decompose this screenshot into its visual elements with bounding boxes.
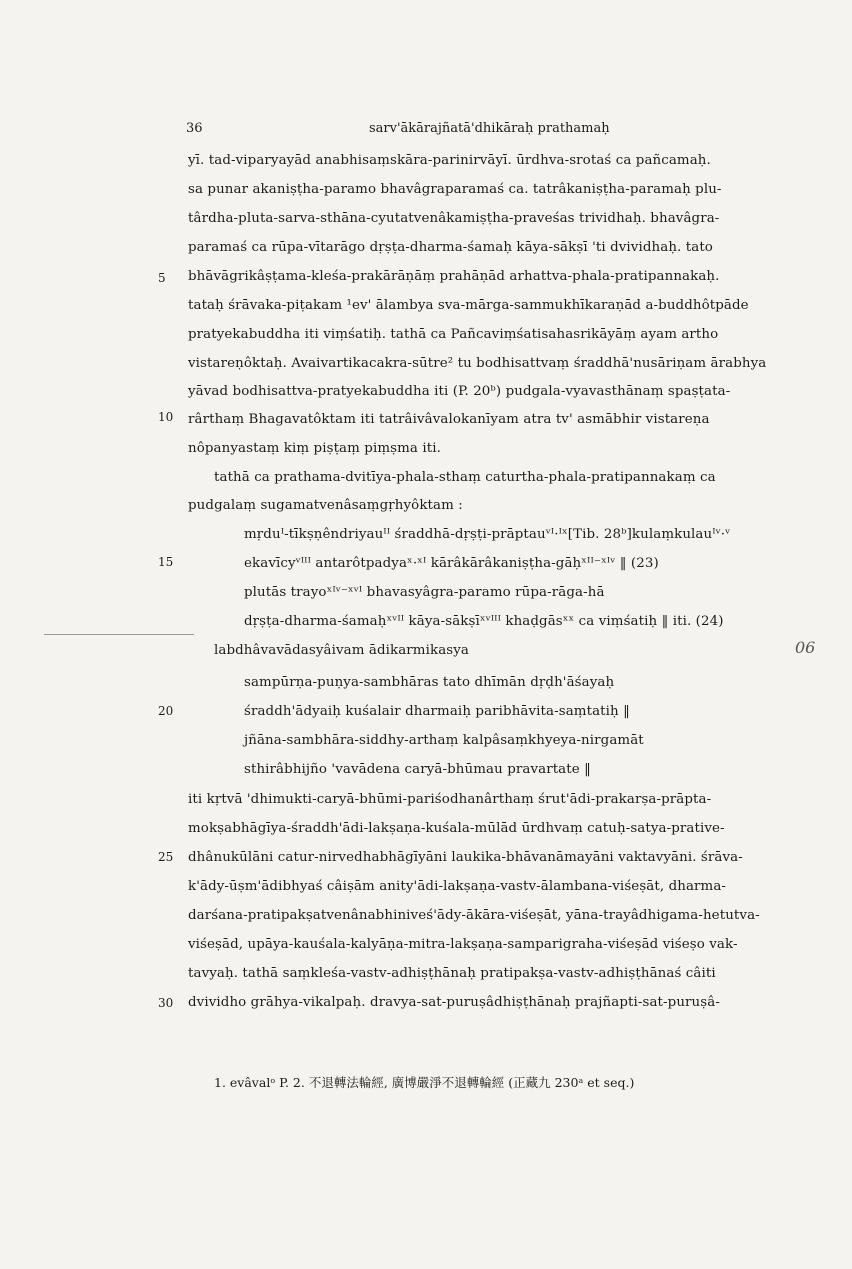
- page-number: 36: [186, 121, 203, 136]
- text-line: k'ādy-ūṣm'ādibhyaś câiṣām anity'ādi-lakṣaṇa-vastv-ālambana-viśeṣāt, dharma-: [188, 879, 727, 894]
- text-line: mokṣabhāgīya-śraddh'ādi-lakṣaṇa-kuśala-mūlād ūrdhvaṃ catuḥ-satya-prative-: [188, 821, 725, 836]
- handwritten-margin-note: 06: [795, 638, 816, 657]
- text-line: iti kṛtvā 'dhimukti-caryā-bhūmi-pariśodhanârthaṃ śrut'ādi-prakarṣa-prāpta-: [188, 792, 712, 807]
- text-line: rârthaṃ Bhagavatôktam iti tatrâivâvalokanīyam atra tv' asmābhir vistareṇa: [188, 412, 710, 427]
- verse-line: śraddh'ādyaiḥ kuśalair dharmaiḥ paribhāvita-saṃtatiḥ ‖: [244, 704, 630, 719]
- running-head: sarv'ākārajñatā'dhikāraḥ prathamaḥ: [369, 121, 610, 136]
- verse-line: sampūrṇa-puṇya-sambhāras tato dhīmān dṛḍh'āśayaḥ: [244, 675, 615, 690]
- text-line: viśeṣād, upāya-kauśala-kalyāṇa-mitra-lakṣaṇa-samparigraha-viśeṣād viśeṣo vak-: [188, 937, 738, 952]
- verse-line: sthirâbhijño 'vavādena caryā-bhūmau pravartate ‖: [244, 762, 591, 777]
- line-number: 30: [158, 996, 174, 1010]
- text-line: tathā ca prathama-dvitīya-phala-sthaṃ caturtha-phala-pratipannakaṃ ca: [214, 470, 716, 485]
- text-line: nôpanyastaṃ kiṃ piṣṭaṃ piṃṣma iti.: [188, 441, 441, 456]
- text-line: tavyaḥ. tathā saṃkleśa-vastv-adhiṣṭhānaḥ pratipakṣa-vastv-adhiṣṭhānaś câiti: [188, 966, 716, 981]
- footnote: 1. evâvalᵒ P. 2. 不退轉法輪經, 廣博嚴淨不退轉輪經 (正藏九 230ᵃ et seq.): [214, 1075, 635, 1090]
- text-line: vistareṇôktaḥ. Avaivartikacakra-sūtre² tu bodhisattvaṃ śraddhā'nusāriṇam ārabhya: [188, 356, 767, 371]
- text-line: yī. tad-viparyayād anabhisaṃskāra-parinirvāyī. ūrdhva-srotaś ca pañcamaḥ.: [188, 153, 711, 168]
- verse-line: ekavīcyᵛᴵᴵᴵ antarôtpadyaˣ·ˣᴵ kārâkārâkaniṣṭha-gāḥˣᴵᴵ⁻ˣᴵᵛ ‖ (23): [244, 556, 659, 571]
- text-line: sa punar akaniṣṭha-paramo bhavâgraparamaś ca. tatrâkaniṣṭha-paramaḥ plu-: [188, 182, 722, 197]
- line-number: 5: [158, 271, 166, 285]
- text-line: târdha-pluta-sarva-sthāna-cyutatvenâkamiṣṭha-praveśas trividhaḥ. bhavâgra-: [188, 211, 720, 226]
- verse-line: mṛduᴵ-tīkṣṇêndriyauᴵᴵ śraddhā-dṛṣṭi-prāptauᵛᴵ·ᴵˣ[Tib. 28ᵇ]kulaṃkulauᴵᵛ·ᵛ: [244, 527, 731, 542]
- text-line: pratyekabuddha iti viṃśatiḥ. tathā ca Pañcaviṃśatisahasrikāyāṃ ayam artho: [188, 327, 719, 342]
- line-number: 15: [158, 555, 174, 569]
- verse-line: jñāna-sambhāra-siddhy-arthaṃ kalpâsaṃkhyeya-nirgamāt: [244, 733, 644, 748]
- text-line: tataḥ śrāvaka-piṭakam ¹ev' ālambya sva-mārga-sammukhīkaraṇād a-buddhôtpāde: [188, 298, 749, 313]
- text-line: darśana-pratipakṣatvenânabhiniveś'ādy-ākāra-viśeṣāt, yāna-trayâdhigama-hetutva-: [188, 908, 760, 923]
- line-number: 25: [158, 850, 174, 864]
- text-line: labdhâvavādasyâivam ādikarmikasya: [214, 643, 470, 658]
- line-number: 10: [158, 410, 174, 424]
- text-line: pudgalaṃ sugamatvenâsaṃgṛhyôktam :: [188, 498, 463, 513]
- page-rule: [44, 634, 194, 635]
- text-line: dvividho grāhya-vikalpaḥ. dravya-sat-puruṣâdhiṣṭhānaḥ prajñapti-sat-puruṣâ-: [188, 995, 720, 1010]
- text-line: paramaś ca rūpa-vītarāgo dṛṣṭa-dharma-śamaḥ kāya-sākṣī 'ti dvividhaḥ. tato: [188, 240, 713, 255]
- line-number: 20: [158, 704, 174, 718]
- text-line: bhāvāgrikâṣṭama-kleśa-prakārāṇāṃ prahāṇād arhattva-phala-pratipannakaḥ.: [188, 269, 720, 284]
- verse-line: dṛṣṭa-dharma-śamaḥˣᵛᴵᴵ kāya-sākṣīˣᵛᴵᴵᴵ khaḍgāsˣˣ ca viṃśatiḥ ‖ iti. (24): [244, 614, 724, 629]
- verse-line: plutās trayoˣᴵᵛ⁻ˣᵛᴵ bhavasyâgra-paramo rūpa-rāga-hā: [244, 585, 605, 600]
- text-line: yāvad bodhisattva-pratyekabuddha iti (P. 20ᵇ) pudgala-vyavasthānaṃ spaṣṭata-: [188, 384, 731, 399]
- text-line: dhânukūlāni catur-nirvedhabhāgīyāni laukika-bhāvanāmayāni vaktavyāni. śrāva-: [188, 850, 743, 865]
